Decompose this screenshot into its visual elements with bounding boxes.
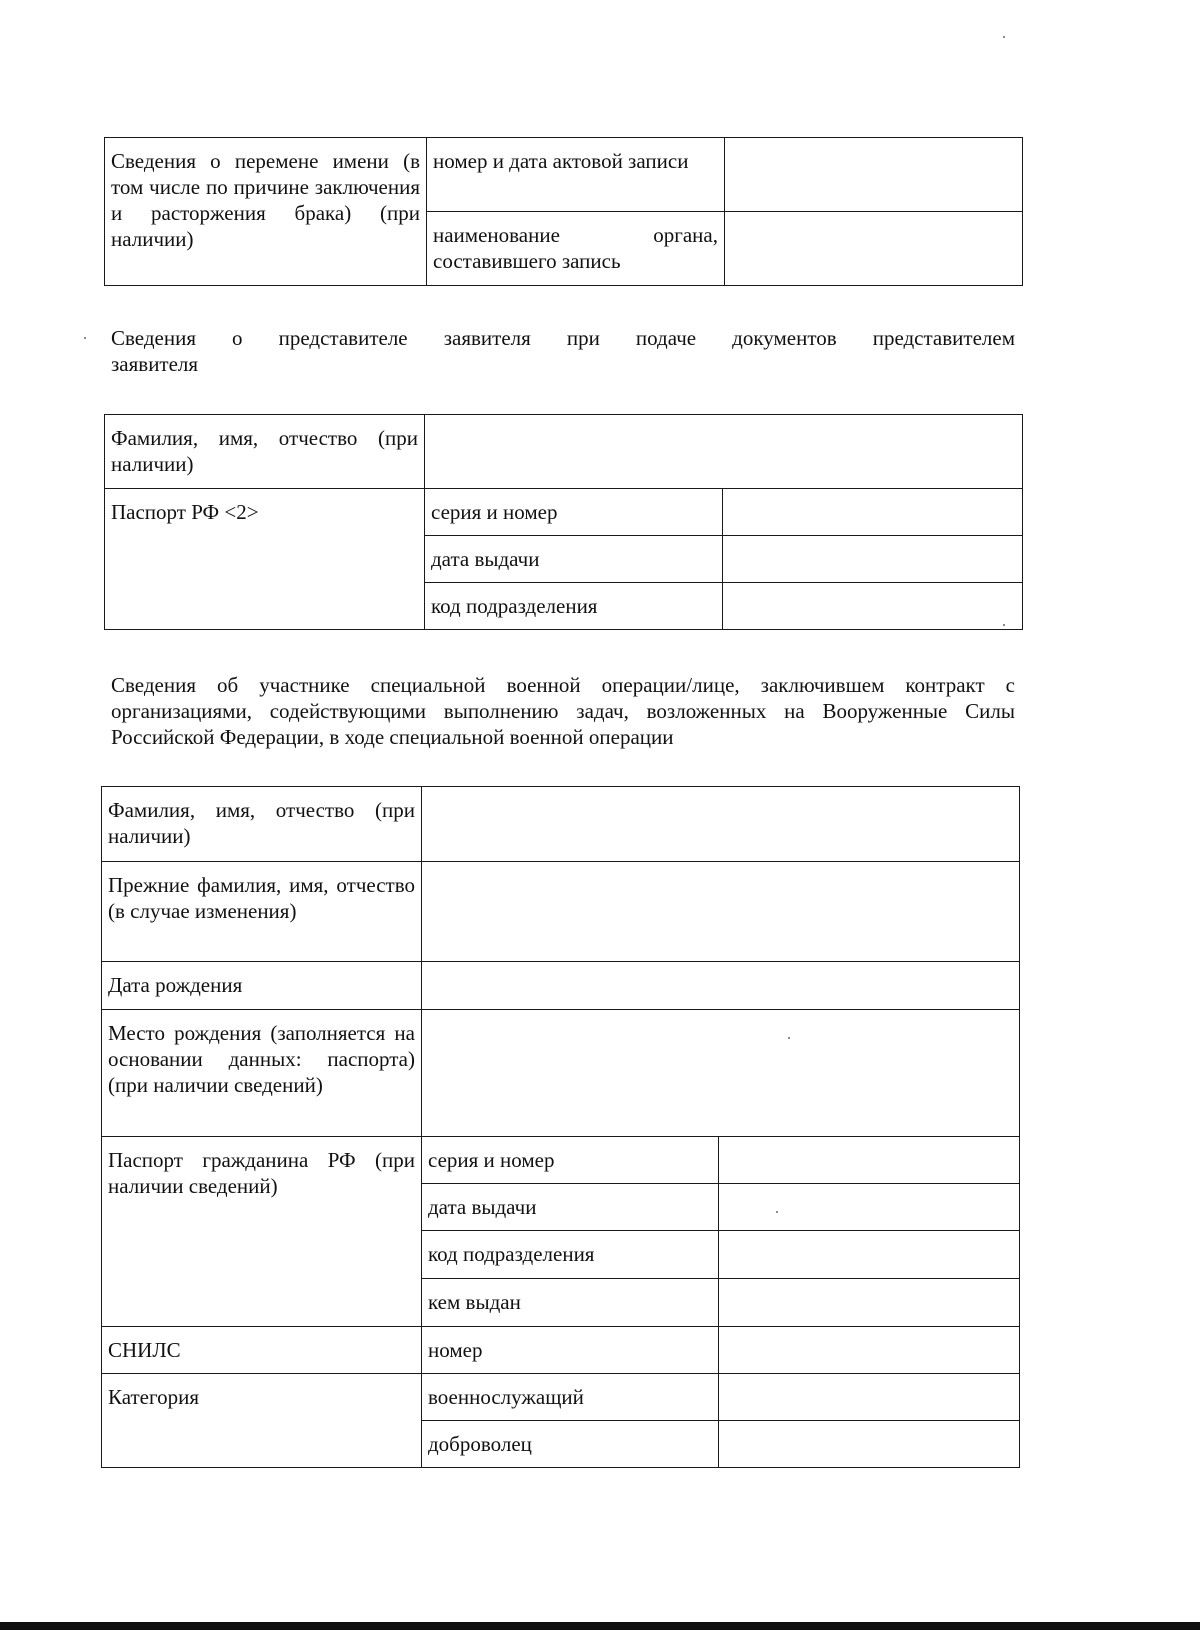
participant-passport-issued-by-input[interactable] [719, 1279, 1020, 1327]
scan-speck [1003, 36, 1005, 38]
participant-birth-date-label: Дата рождения [102, 962, 422, 1010]
participant-full-name-label: Фамилия, имя, отчество (при наличии) [102, 787, 422, 862]
participant-passport-division-code-label: код подразделения [422, 1231, 719, 1279]
representative-heading-line2: заявителя [111, 352, 199, 376]
issuing-authority-label: наименование органа, составившего запись [427, 212, 725, 286]
scan-bottom-edge [0, 1622, 1200, 1630]
category-volunteer-input[interactable] [719, 1421, 1020, 1468]
participant-passport-issue-date-input[interactable] [719, 1184, 1020, 1231]
participant-passport-series-input[interactable] [719, 1137, 1020, 1184]
participant-passport-division-code-input[interactable] [719, 1231, 1020, 1279]
snils-number-label: номер [422, 1327, 719, 1374]
participant-passport-issued-by-label: кем выдан [422, 1279, 719, 1327]
participant-passport-series-label: серия и номер [422, 1137, 719, 1184]
participant-previous-name-label: Прежние фамилия, имя, отчество (в случае изменения) [102, 862, 422, 962]
representative-passport-division-code-input[interactable] [723, 583, 1023, 630]
participant-birth-place-label: Место рождения (заполняется на основании данных: паспорта) (при наличии сведений) [102, 1010, 422, 1137]
representative-passport-issue-date-input[interactable] [723, 536, 1023, 583]
representative-passport-series-label: серия и номер [425, 489, 723, 536]
participant-passport-label: Паспорт гражданина РФ (при наличии сведений) [102, 1137, 422, 1327]
scan-speck [1003, 624, 1005, 626]
scan-speck [776, 1211, 778, 1213]
category-serviceman-label: военнослужащий [422, 1374, 719, 1421]
category-label: Категория [102, 1374, 422, 1468]
name-change-table [104, 137, 1023, 286]
representative-full-name-label: Фамилия, имя, отчество (при наличии) [105, 415, 425, 489]
scan-speck [84, 337, 86, 339]
category-serviceman-input[interactable] [719, 1374, 1020, 1421]
scan-speck [788, 1037, 790, 1039]
representative-table [104, 414, 1023, 630]
snils-label: СНИЛС [102, 1327, 422, 1374]
participant-full-name-input[interactable] [422, 787, 1020, 862]
participant-passport-issue-date-label: дата выдачи [422, 1184, 719, 1231]
participant-table [101, 786, 1020, 1468]
representative-passport-issue-date-label: дата выдачи [425, 536, 723, 583]
issuing-authority-input[interactable] [725, 212, 1023, 286]
representative-passport-label: Паспорт РФ <2> [105, 489, 425, 630]
representative-passport-division-code-label: код подразделения [425, 583, 723, 630]
participant-previous-name-input[interactable] [422, 862, 1020, 962]
name-change-label: Сведения о перемене имени (в том числе по причине заключения и расторжения брака) (при наличии) [105, 138, 427, 286]
representative-full-name-input[interactable] [425, 415, 1023, 489]
snils-number-input[interactable] [719, 1327, 1020, 1374]
participant-birth-date-input[interactable] [422, 962, 1020, 1010]
representative-heading-line1: Сведения о представителе заявителя при подаче документов представителем [111, 326, 1015, 350]
participant-birth-place-input[interactable] [422, 1010, 1020, 1137]
act-record-number-date-input[interactable] [725, 138, 1023, 212]
representative-passport-series-input[interactable] [723, 489, 1023, 536]
act-record-number-date-label: номер и дата актовой записи [427, 138, 725, 212]
participant-heading: Сведения об участнике специальной военной операции/лице, заключившем контракт с организациями, содействующими выполнению задач, возложенных на Вооруженные Силы Российской Федерации, в ходе специальной военной операции [111, 673, 1015, 749]
category-volunteer-label: доброволец [422, 1421, 719, 1468]
